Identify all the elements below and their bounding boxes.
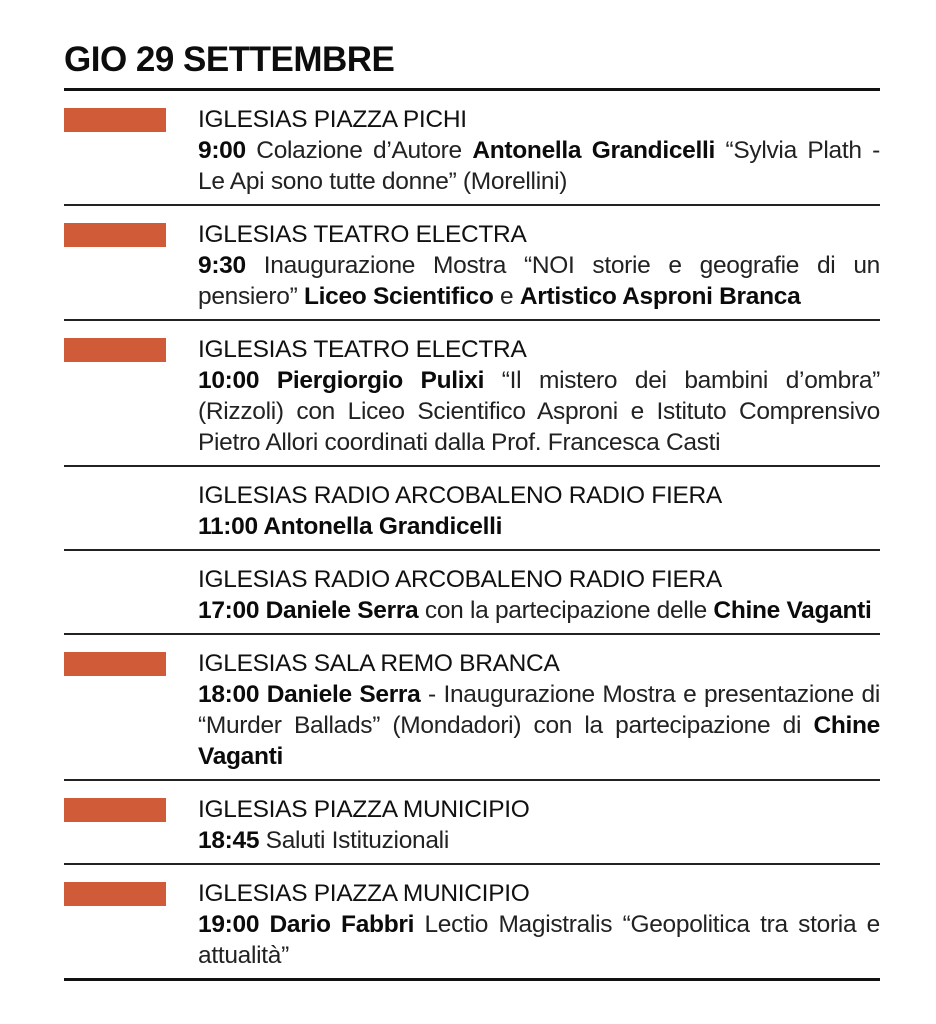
event-row [64, 206, 880, 321]
marker-column [64, 878, 198, 971]
event-text: Saluti Istituzionali [259, 827, 449, 854]
event-venue: IGLESIAS RADIO ARCOBALENO RADIO FIERA [198, 482, 722, 509]
event-description [198, 135, 880, 197]
event-text: “Sylvia Plath - Le Api sono tutte donne” (Morellini) [198, 137, 881, 195]
event-highlight: Artistico Asproni Branca [519, 283, 801, 310]
marker-column [64, 104, 198, 197]
event-highlight: Liceo Scientifico [303, 283, 494, 310]
event-text: “Il mistero dei bambini d’ombra” (Rizzoli) con Liceo Scientifico Asproni e Istituto Comprensivo Pietro Allori coordinati dalla Prof. Francesca Casti [198, 367, 881, 456]
event-marker-bar [64, 223, 166, 247]
event-row [64, 321, 880, 467]
event-description [198, 365, 880, 458]
event-highlight: 11:00 Antonella Grandicelli [198, 513, 503, 540]
event-marker-bar [64, 652, 166, 676]
event-venue: IGLESIAS TEATRO ELECTRA [198, 221, 527, 248]
event-venue: IGLESIAS SALA REMO BRANCA [198, 650, 560, 677]
event-highlight: 10:00 Piergiorgio Pulixi [198, 367, 485, 394]
event-marker-bar [64, 338, 166, 362]
event-highlight: Chine Vaganti [713, 597, 872, 624]
event-highlight: Chine Vaganti [198, 712, 880, 770]
event-venue: IGLESIAS RADIO ARCOBALENO RADIO FIERA [198, 566, 722, 593]
marker-column [64, 648, 198, 772]
event-content [198, 480, 880, 542]
event-description [198, 250, 880, 312]
event-text: Inaugurazione Mostra “NOI storie e geografie di un pensiero” [198, 252, 880, 310]
event-row [64, 551, 880, 635]
event-content [198, 794, 880, 856]
event-content [198, 104, 880, 197]
event-row [64, 781, 880, 865]
event-row [64, 91, 880, 206]
event-highlight: 18:00 Daniele Serra [198, 681, 421, 708]
event-content [198, 219, 880, 312]
event-list [64, 91, 880, 981]
event-text: Colazione d’Autore [245, 137, 473, 164]
day-title: GIO 29 SETTEMBRE [64, 40, 395, 79]
event-description [198, 679, 880, 772]
marker-column [64, 564, 198, 626]
marker-column [64, 334, 198, 458]
event-content [198, 648, 880, 772]
event-content [198, 878, 880, 971]
event-venue: IGLESIAS PIAZZA PICHI [198, 106, 467, 133]
event-row [64, 635, 880, 781]
event-description [198, 909, 880, 971]
event-venue: IGLESIAS PIAZZA MUNICIPIO [198, 796, 530, 823]
event-text: e [493, 283, 520, 310]
schedule-page [64, 36, 880, 981]
event-text: Lectio Magistralis “Geopolitica tra storia e attualità” [198, 911, 880, 969]
event-highlight: 18:45 [198, 827, 260, 854]
marker-column [64, 219, 198, 312]
event-content [198, 334, 880, 458]
marker-column [64, 480, 198, 542]
event-text: - Inaugurazione Mostra e presentazione di “Murder Ballads” (Mondadori) con la partecipazione di [198, 681, 880, 739]
event-marker-bar [64, 882, 166, 906]
event-row [64, 467, 880, 551]
marker-column [64, 794, 198, 856]
event-highlight: 17:00 Daniele Serra [198, 597, 419, 624]
event-description [198, 595, 880, 626]
event-venue: IGLESIAS TEATRO ELECTRA [198, 336, 527, 363]
event-venue: IGLESIAS PIAZZA MUNICIPIO [198, 880, 530, 907]
event-marker-bar [64, 108, 166, 132]
event-highlight: Antonella Grandicelli [472, 137, 716, 164]
event-row [64, 865, 880, 981]
event-content [198, 564, 880, 626]
event-highlight: 9:00 [198, 137, 246, 164]
event-highlight: 9:30 [198, 252, 246, 279]
event-text: con la partecipazione delle [418, 597, 714, 624]
event-highlight: 19:00 Dario Fabbri [198, 911, 415, 938]
event-description [198, 511, 880, 542]
event-marker-bar [64, 798, 166, 822]
event-description [198, 825, 880, 856]
